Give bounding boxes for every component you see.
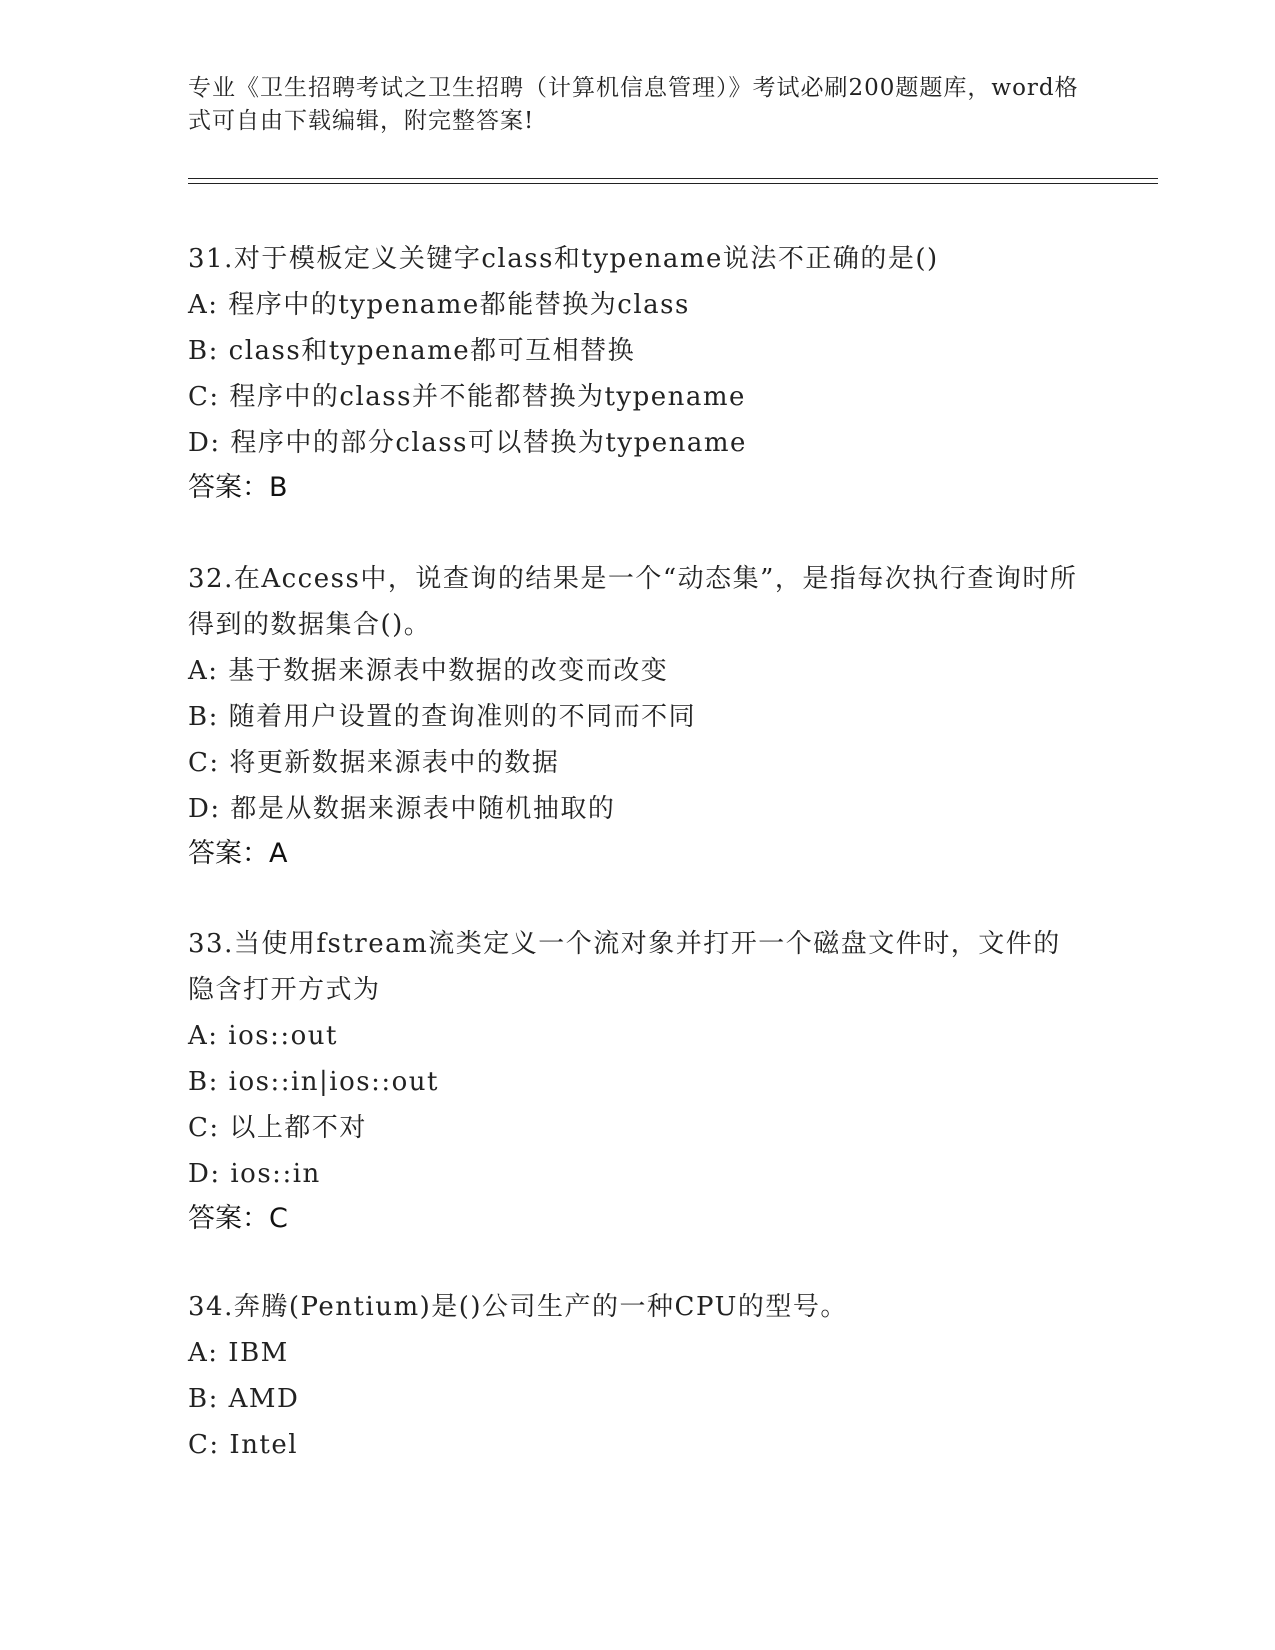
question-34 [188,1284,1088,1468]
option-d: D: ios::in [188,1159,321,1189]
answer-label: 答案：B [188,472,288,503]
option-a: A: 程序中的typename都能替换为class [188,290,690,320]
header-divider-top [188,178,1158,179]
question-31 [188,236,1088,510]
question-32 [188,556,1088,876]
option-d: D: 都是从数据来源表中随机抽取的 [188,794,616,824]
answer-label: 答案：C [188,1203,288,1234]
option-a: A: IBM [188,1338,289,1368]
question-stem: 31.对于模板定义关键字class和typename说法不正确的是() [188,244,939,274]
option-b: B: ios::in|ios::out [188,1067,439,1097]
document-intro: 专业《卫生招聘考试之卫生招聘（计算机信息管理）》考试必刷200题题库，word格式可自由下载编辑，附完整答案! [188,75,1079,134]
option-c: C: 将更新数据来源表中的数据 [188,748,560,778]
question-stem: 33.当使用fstream流类定义一个流对象并打开一个磁盘文件时，文件的隐含打开方式为 [188,929,1061,1005]
header-divider-bottom [188,183,1158,184]
option-d: D: 程序中的部分class可以替换为typename [188,428,747,458]
option-c: C: 以上都不对 [188,1113,367,1143]
option-b: B: 随着用户设置的查询准则的不同而不同 [188,702,697,732]
answer-label: 答案：A [188,838,288,869]
option-b: B: class和typename都可互相替换 [188,336,636,366]
option-a: A: ios::out [188,1021,338,1051]
question-stem: 34.奔腾(Pentium)是()公司生产的一种CPU的型号。 [188,1292,848,1322]
option-b: B: AMD [188,1384,300,1414]
option-a: A: 基于数据来源表中数据的改变而改变 [188,656,669,686]
option-c: C: Intel [188,1430,299,1460]
question-stem: 32.在Access中，说查询的结果是一个“动态集”，是指每次执行查询时所得到的数据集合()。 [188,564,1078,640]
option-c: C: 程序中的class并不能都替换为typename [188,382,746,412]
question-33 [188,921,1088,1241]
